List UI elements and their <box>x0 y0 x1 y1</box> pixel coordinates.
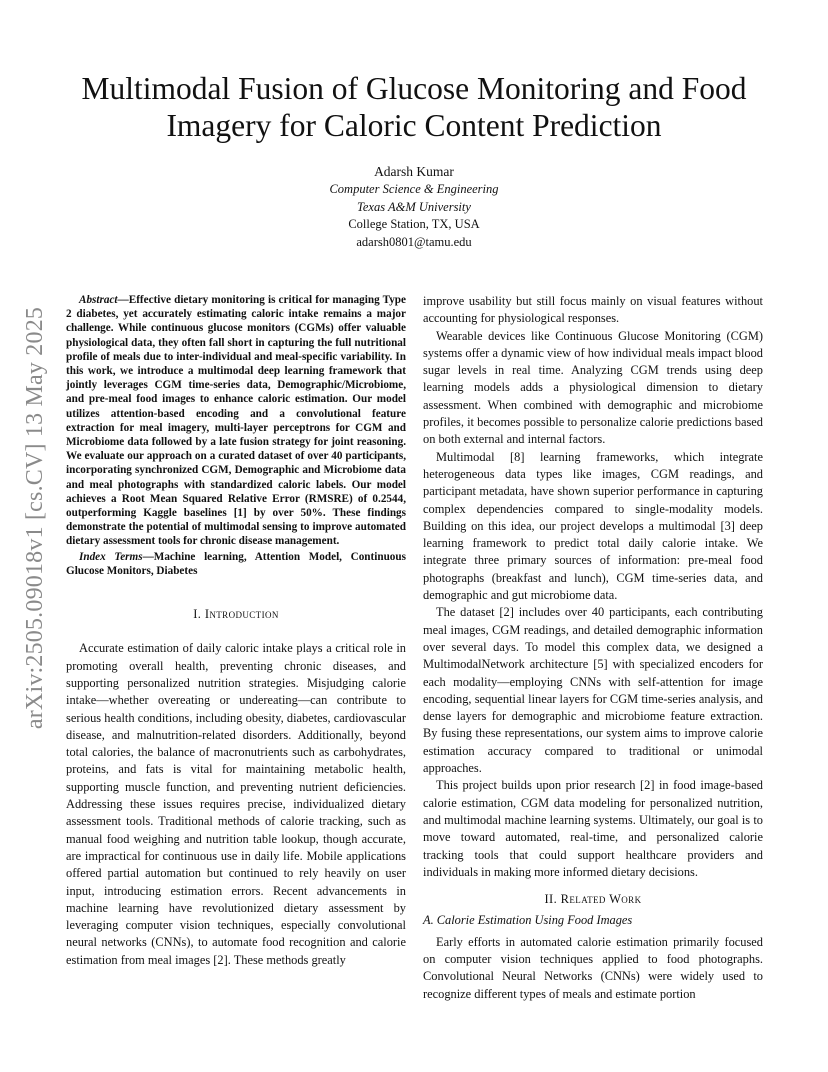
intro-paragraph-1-continued: improve usability but still focus mainly on visual features without accounting for physiological responses. <box>423 294 763 326</box>
author-name: Adarsh Kumar <box>374 164 454 179</box>
author-email: adarsh0801@tamu.edu <box>356 234 472 249</box>
paper-title: Multimodal Fusion of Glucose Monitoring and Food Imagery for Caloric Content Prediction <box>81 71 747 143</box>
intro-paragraph-4: The dataset [2] includes over 40 participants, each contributing meal images, CGM readings, and detailed demographic information over several days. To model this complex data, we designed a MultimodalNetwork architecture [5] with specialized encoders for each modality—employing CNNs with self-attention for image encoding, sequential linear layers for CGM time-series analysis, and dense layers for demographic and microbiome feature extraction. By fusing these representations, our system aims to improve calorie estimation accuracy compared to traditional or unimodal approaches. <box>423 605 763 776</box>
subsection-heading-calorie-estimation: A. Calorie Estimation Using Food Images <box>423 913 633 928</box>
index-terms <box>66 550 406 578</box>
left-column <box>66 293 406 969</box>
right-column <box>423 293 763 1003</box>
abstract <box>66 293 406 549</box>
intro-paragraph-3: Multimodal [8] learning frameworks, which integrate heterogeneous data types like images, CGM readings, and participant metadata, have shown superior performance in capturing complex dependencies compared to single-modality models. Building on this idea, our project develops a multimodal [3] deep learning framework to predict total daily calorie intake. We integrate three primary sources of information: pre-meal food photographs (breakfast and lunch), CGM time-series data, and demographic and gut microbiome data. <box>423 449 763 603</box>
author-department: Computer Science & Engineering <box>329 182 499 196</box>
section-heading-related-work: II. Related Work <box>544 892 642 907</box>
author-block <box>214 162 614 251</box>
abstract-label: Abstract <box>79 294 118 306</box>
index-terms-text: —Machine learning, Attention Model, Continuous Glucose Monitors, Diabetes <box>66 550 406 577</box>
section-heading-introduction: I. Introduction <box>193 607 279 622</box>
index-terms-label: Index Terms <box>79 550 143 563</box>
author-location: College Station, TX, USA <box>348 217 480 231</box>
abstract-text: —Effective dietary monitoring is critical for managing Type 2 diabetes, yet accurately estimating caloric intake remains a major challenge. While continuous glucose monitors (CGMs) offer valuable physiological data, they often fall short in capturing the full nutritional profile of meals due to inter-individual and meal-specific variability. In this work, we introduce a multimodal deep learning framework that jointly leverages CGM time-series data, Demographic/Microbiome, and pre-meal food images to enhance caloric estimation. Our model utilizes attention-based encoding and a convolutional feature extraction for meal imagery, multi-layer perceptrons for CGM and Microbiome data followed by a late fusion strategy for joint reasoning. We evaluate our approach on a curated dataset of over 40 participants, incorporating synchronized CGM, Demographic and Microbiome data and meal photographs with standardized caloric labels. Our model achieves a Root Mean Squared Relative Error (RMSRE) of 0.2544, outperforming Kaggle baselines [1] by over 50%. These findings demonstrate the potential of multimodal sensing to improve automated dietary assessment tools for chronic disease management. <box>66 294 406 548</box>
related-work-paragraph-1: Early efforts in automated calorie estimation primarily focused on computer vision techniques applied to food photographs. Convolutional Neural Networks (CNNs) were widely used to recognize different types of meals and estimate portion <box>423 934 763 1001</box>
intro-paragraph-1: Accurate estimation of daily caloric intake plays a critical role in promoting overall health, preventing chronic diseases, and supporting personalized nutrition strategies. Misjudging calorie intake—whether overeating or undereating—can contribute to serious health conditions, including obesity, diabetes, cardiovascular disease, and malnutrition-related disorders. Additionally, beyond total calories, the balance of macronutrients such as carbohydrates, proteins, and fats is vital for maintaining metabolic health, supporting muscle function, and preventing nutrient deficiencies. Addressing these issues requires precise, individualized dietary assessment tools. Traditional methods of calorie tracking, such as manual food weighing and nutrition table lookup, though accurate, are impractical for continuous use in daily life. Mobile applications offered partial automation but continued to rely heavily on user input, introducing estimation errors. Recent advancements in machine learning have revolutionized dietary assessment by leveraging computer vision techniques, especially convolutional neural networks (CNNs), to automate food recognition and calorie estimation from meal images [2]. These methods greatly <box>66 641 406 967</box>
arxiv-identifier: arXiv:2505.09018v1 [cs.CV] 13 May 2025 <box>22 306 48 730</box>
intro-paragraph-2: Wearable devices like Continuous Glucose Monitoring (CGM) systems offer a dynamic view of how individual meals impact blood sugar levels in real time. Analyzing CGM trends using deep learning models adds a physiological dimension to dietary assessment. When combined with demographic and microbiome profiles, it becomes possible to personalize calorie predictions based on both external and internal factors. <box>423 328 763 447</box>
author-university: Texas A&M University <box>357 199 471 214</box>
intro-paragraph-5: This project builds upon prior research [2] in food image-based calorie estimation, CGM data modeling for personalized nutrition, and multimodal machine learning systems. Ultimately, our goal is to move toward automated, real-time, and personalized calorie tracking tools that could support healthcare providers and individuals in making more informed dietary decisions. <box>423 778 763 879</box>
